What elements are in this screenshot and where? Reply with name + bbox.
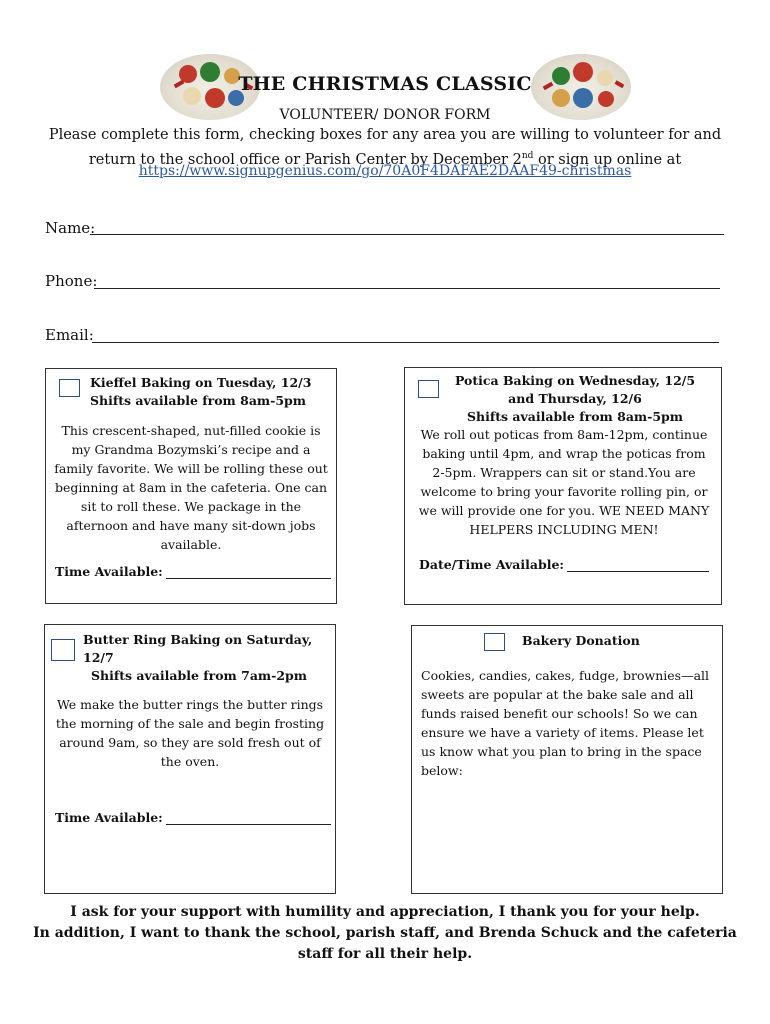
bakery-donation-title: Bakery Donation (522, 633, 640, 648)
kieffel-description: This crescent-shaped, nut-filled cookie is my Grandma Bozymski’s recipe and a family favorite. We will be rolling these out beginning at 8am in the cafeteria. One can sit to roll these. We package in the afternoon and have many sit-down jobs available. (54, 423, 328, 552)
bakery-donation-checkbox[interactable] (484, 633, 505, 651)
phone-label: Phone: (45, 272, 98, 290)
butter-ring-time-available (55, 810, 331, 825)
potica-title (443, 372, 707, 426)
kieffel-checkbox[interactable] (59, 379, 80, 397)
potica-date-time-available (419, 557, 709, 572)
butter-ring-title (83, 631, 333, 685)
name-field[interactable] (90, 234, 724, 235)
butter-ring-section (44, 624, 336, 894)
kieffel-time-available (55, 564, 331, 579)
closing-message (30, 902, 740, 965)
name-label: Name: (45, 219, 96, 237)
kieffel-title-line1: Kieffel Baking on Tuesday, 12/3 (90, 375, 312, 390)
potica-time-field[interactable] (567, 559, 709, 572)
butter-ring-checkbox[interactable] (51, 639, 75, 661)
closing-line1: I ask for your support with humility and appreciation, I thank you for your help. (70, 904, 700, 920)
instructions-superscript: nd (521, 151, 534, 161)
bakery-donation-description: Cookies, candies, cakes, fudge, brownies—all sweets are popular at the bake sale and all funds raised benefit our schools! So we can ensure we have a variety of items. Please let us know what you plan to bring in the space below: (421, 668, 710, 778)
instructions-text: Please complete this form, checking boxes for any area you are willing to volunteer for and return to the school office or Parish Center by December 2 (48, 127, 722, 168)
butter-ring-time-field[interactable] (166, 812, 331, 825)
butter-ring-title-line1: Butter Ring Baking on Saturday, 12/7 (83, 632, 313, 665)
potica-title-line1: Potica Baking on Wednesday, 12/5 and Thursday, 12/6 (454, 373, 696, 406)
butter-ring-time-label: Time Available: (55, 810, 163, 825)
butter-ring-title-line2: Shifts available from 7am-2pm (91, 668, 308, 683)
potica-title-line2: Shifts available from 8am-5pm (466, 409, 683, 424)
form-title: THE CHRISTMAS CLASSIC (238, 73, 532, 95)
closing-line2: In addition, I want to thank the school, parish staff, and Brenda Schuck and the cafeteria staff for all their help. (33, 925, 737, 962)
butter-ring-description: We make the butter rings the butter rings the morning of the sale and begin frosting around 9am, so they are sold fresh out of the oven. (55, 697, 325, 769)
phone-field[interactable] (94, 288, 720, 289)
kieffel-section (45, 368, 337, 604)
instructions-text-end: or sign up online at (533, 151, 682, 168)
potica-checkbox[interactable] (418, 380, 439, 398)
email-label: Email: (45, 326, 94, 344)
kieffel-time-label: Time Available: (55, 564, 163, 579)
form-subtitle: VOLUNTEER/ DONOR FORM (279, 107, 491, 123)
bakery-donation-section (411, 625, 723, 894)
potica-description: We roll out poticas from 8am-12pm, continue baking until 4pm, and wrap the poticas from 2-5pm. Wrappers can sit or stand.You are welcome to bring your favorite rolling pin, or we will provide one for you. WE NEED MANY HELPERS INCLUDING MEN! (418, 427, 710, 537)
kieffel-title-line2: Shifts available from 8am-5pm (90, 393, 307, 408)
email-field[interactable] (92, 342, 719, 343)
potica-time-label: Date/Time Available: (419, 557, 565, 572)
signup-link[interactable]: https://www.signupgenius.com/go/70A0F4DAFAE2DAAF49-christmas (138, 163, 632, 179)
kieffel-title (90, 374, 330, 410)
potica-section (404, 367, 722, 605)
kieffel-time-field[interactable] (166, 566, 331, 579)
